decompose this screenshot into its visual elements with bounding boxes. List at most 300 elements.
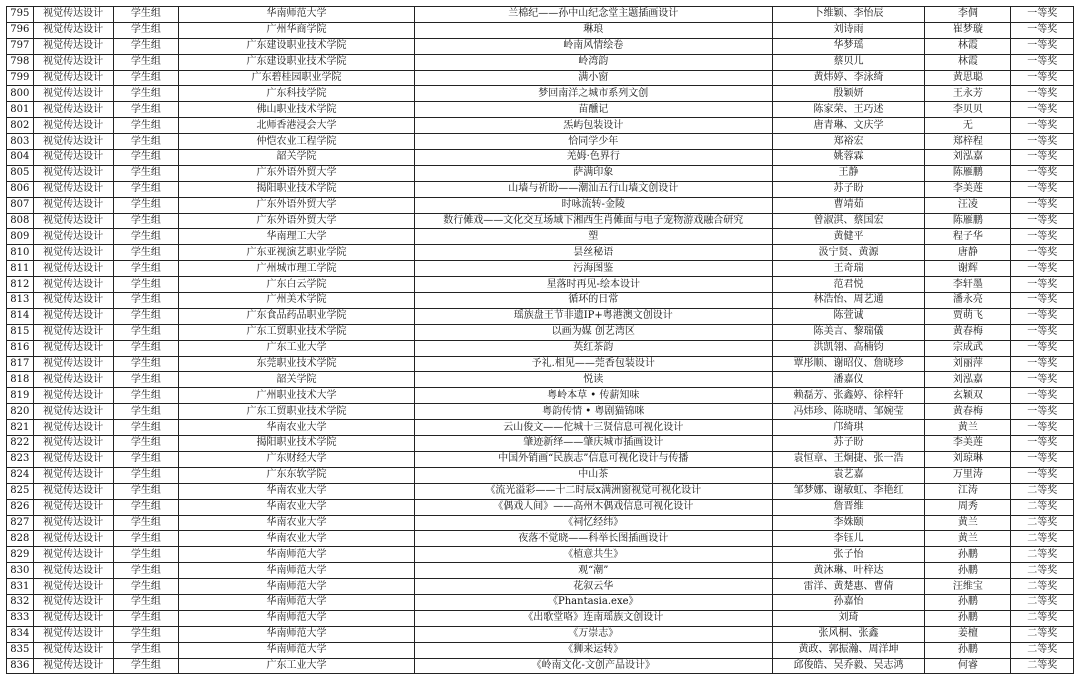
group-cell: 学生组	[113, 150, 179, 166]
school-cell: 华南师范大学	[179, 579, 415, 595]
group-cell: 学生组	[113, 213, 179, 229]
work-title-cell: 羌姆·色界行	[414, 150, 772, 166]
category-cell: 视觉传达设计	[33, 483, 113, 499]
work-title-cell: 花叙云华	[414, 579, 772, 595]
group-cell: 学生组	[113, 261, 179, 277]
group-cell: 学生组	[113, 229, 179, 245]
category-cell: 视觉传达设计	[33, 229, 113, 245]
table-row	[7, 308, 1074, 324]
work-title-cell: 数行傩戏——文化交互场域下湘西生肖傩面与电子宠物游戏融合研究	[414, 213, 772, 229]
authors-cell: 孙嘉怡	[772, 594, 925, 610]
authors-cell: 雷洋、黄楚惠、曹倩	[772, 579, 925, 595]
group-cell: 学生组	[113, 547, 179, 563]
award-level-cell: 一等奖	[1011, 404, 1074, 420]
authors-cell: 陈家荣、王巧述	[772, 102, 925, 118]
award-level-cell: 一等奖	[1011, 213, 1074, 229]
category-cell: 视觉传达设计	[33, 261, 113, 277]
table-row	[7, 626, 1074, 642]
table-row	[7, 531, 1074, 547]
category-cell: 视觉传达设计	[33, 531, 113, 547]
authors-cell: 蔡贝儿	[772, 54, 925, 70]
row-number: 811	[7, 261, 34, 277]
award-level-cell: 二等奖	[1011, 531, 1074, 547]
row-number: 823	[7, 451, 34, 467]
school-cell: 广州城市理工学院	[179, 261, 415, 277]
award-level-cell: 二等奖	[1011, 594, 1074, 610]
group-cell: 学生组	[113, 277, 179, 293]
school-cell: 华南农业大学	[179, 499, 415, 515]
authors-cell: 邝绮琪	[772, 420, 925, 436]
work-title-cell: 中国外销画“民族志”信息可视化设计与传播	[414, 451, 772, 467]
category-cell: 视觉传达设计	[33, 372, 113, 388]
table-row	[7, 499, 1074, 515]
table-row	[7, 229, 1074, 245]
school-cell: 广东外语外贸大学	[179, 165, 415, 181]
instructor-cell: 李倜	[925, 7, 1011, 23]
authors-cell: 曹靖茹	[772, 197, 925, 213]
category-cell: 视觉传达设计	[33, 356, 113, 372]
row-number: 819	[7, 388, 34, 404]
table-row	[7, 420, 1074, 436]
work-title-cell: 予礼.相见——莞香包装设计	[414, 356, 772, 372]
authors-cell: 唐青琳、文庆学	[772, 118, 925, 134]
award-list-table	[6, 6, 1074, 674]
group-cell: 学生组	[113, 499, 179, 515]
school-cell: 广东建设职业技术学院	[179, 54, 415, 70]
work-title-cell: 《岭南文化-文创产品设计》	[414, 658, 772, 674]
authors-cell: 邱俊皓、吴乔毅、吴志鸿	[772, 658, 925, 674]
award-level-cell: 二等奖	[1011, 658, 1074, 674]
instructor-cell: 潘永亮	[925, 293, 1011, 309]
authors-cell: 冯炜珍、陈晓晴、邹婉莹	[772, 404, 925, 420]
row-number: 816	[7, 340, 34, 356]
group-cell: 学生组	[113, 483, 179, 499]
work-title-cell: 星落时再见-绘本设计	[414, 277, 772, 293]
school-cell: 广东科技学院	[179, 86, 415, 102]
school-cell: 北师香港浸会大学	[179, 118, 415, 134]
row-number: 825	[7, 483, 34, 499]
award-level-cell: 一等奖	[1011, 467, 1074, 483]
school-cell: 韶关学院	[179, 150, 415, 166]
category-cell: 视觉传达设计	[33, 38, 113, 54]
group-cell: 学生组	[113, 563, 179, 579]
instructor-cell: 程子华	[925, 229, 1011, 245]
row-number: 836	[7, 658, 34, 674]
table-row	[7, 436, 1074, 452]
instructor-cell: 万里涛	[925, 467, 1011, 483]
row-number: 802	[7, 118, 34, 134]
group-cell: 学生组	[113, 293, 179, 309]
instructor-cell: 江涛	[925, 483, 1011, 499]
work-title-cell: 《流光溢彩——十二时辰x满洲窗视觉可视化设计	[414, 483, 772, 499]
category-cell: 视觉传达设计	[33, 499, 113, 515]
table-row	[7, 181, 1074, 197]
instructor-cell: 李美莲	[925, 436, 1011, 452]
work-title-cell: 岭湾韵	[414, 54, 772, 70]
work-title-cell: 琳琅	[414, 22, 772, 38]
award-level-cell: 一等奖	[1011, 372, 1074, 388]
award-level-cell: 二等奖	[1011, 642, 1074, 658]
table-row	[7, 102, 1074, 118]
work-title-cell: 云山俊文——佗城十三贤信息可视化设计	[414, 420, 772, 436]
row-number: 812	[7, 277, 34, 293]
table-row	[7, 372, 1074, 388]
work-title-cell: 苗醺记	[414, 102, 772, 118]
group-cell: 学生组	[113, 54, 179, 70]
instructor-cell: 唐静	[925, 245, 1011, 261]
school-cell: 广东工业大学	[179, 658, 415, 674]
category-cell: 视觉传达设计	[33, 563, 113, 579]
table-row	[7, 150, 1074, 166]
table-row	[7, 7, 1074, 23]
row-number: 798	[7, 54, 34, 70]
row-number: 818	[7, 372, 34, 388]
work-title-cell: 粤岭本草 • 传薪知味	[414, 388, 772, 404]
school-cell: 韶关学院	[179, 372, 415, 388]
table-row	[7, 134, 1074, 150]
instructor-cell: 李轩墨	[925, 277, 1011, 293]
authors-cell: 陈萱诚	[772, 308, 925, 324]
work-title-cell: 炁屿包装设计	[414, 118, 772, 134]
award-level-cell: 一等奖	[1011, 420, 1074, 436]
row-number: 810	[7, 245, 34, 261]
award-level-cell: 一等奖	[1011, 7, 1074, 23]
authors-cell: 陈美言、黎瑞儀	[772, 324, 925, 340]
school-cell: 广东工贸职业技术学院	[179, 324, 415, 340]
table-row	[7, 451, 1074, 467]
authors-cell: 王奇瑞	[772, 261, 925, 277]
authors-cell: 覃彤顺、谢昭仪、詹晓珍	[772, 356, 925, 372]
table-row	[7, 579, 1074, 595]
table-row	[7, 563, 1074, 579]
group-cell: 学生组	[113, 22, 179, 38]
group-cell: 学生组	[113, 245, 179, 261]
instructor-cell: 无	[925, 118, 1011, 134]
row-number: 814	[7, 308, 34, 324]
group-cell: 学生组	[113, 420, 179, 436]
instructor-cell: 陈雁鹏	[925, 213, 1011, 229]
award-level-cell: 一等奖	[1011, 324, 1074, 340]
award-level-cell: 一等奖	[1011, 451, 1074, 467]
school-cell: 华南师范大学	[179, 626, 415, 642]
school-cell: 华南师范大学	[179, 7, 415, 23]
instructor-cell: 孙鹏	[925, 642, 1011, 658]
school-cell: 华南农业大学	[179, 483, 415, 499]
award-level-cell: 二等奖	[1011, 626, 1074, 642]
authors-cell: 苏子盼	[772, 181, 925, 197]
instructor-cell: 李贝贝	[925, 102, 1011, 118]
row-number: 821	[7, 420, 34, 436]
school-cell: 华南理工大学	[179, 229, 415, 245]
table-row	[7, 213, 1074, 229]
group-cell: 学生组	[113, 86, 179, 102]
work-title-cell: 《万崇志》	[414, 626, 772, 642]
category-cell: 视觉传达设计	[33, 658, 113, 674]
work-title-cell: 山墙与祈盼——潮汕五行山墙文创设计	[414, 181, 772, 197]
school-cell: 广东财经大学	[179, 451, 415, 467]
authors-cell: 华梦瑶	[772, 38, 925, 54]
school-cell: 广东建设职业技术学院	[179, 38, 415, 54]
category-cell: 视觉传达设计	[33, 610, 113, 626]
school-cell: 华南师范大学	[179, 563, 415, 579]
school-cell: 揭阳职业技术学院	[179, 181, 415, 197]
category-cell: 视觉传达设计	[33, 451, 113, 467]
row-number: 807	[7, 197, 34, 213]
instructor-cell: 黄兰	[925, 420, 1011, 436]
group-cell: 学生组	[113, 404, 179, 420]
category-cell: 视觉传达设计	[33, 308, 113, 324]
authors-cell: 李姝颐	[772, 515, 925, 531]
category-cell: 视觉传达设计	[33, 467, 113, 483]
group-cell: 学生组	[113, 165, 179, 181]
school-cell: 揭阳职业技术学院	[179, 436, 415, 452]
school-cell: 华南农业大学	[179, 420, 415, 436]
authors-cell: 刘诗雨	[772, 22, 925, 38]
award-level-cell: 一等奖	[1011, 229, 1074, 245]
group-cell: 学生组	[113, 197, 179, 213]
instructor-cell: 黄兰	[925, 515, 1011, 531]
instructor-cell: 林霞	[925, 54, 1011, 70]
authors-cell: 刘琦	[772, 610, 925, 626]
instructor-cell: 孙鹏	[925, 563, 1011, 579]
school-cell: 华南师范大学	[179, 547, 415, 563]
row-number: 809	[7, 229, 34, 245]
table-row	[7, 404, 1074, 420]
row-number: 808	[7, 213, 34, 229]
award-level-cell: 一等奖	[1011, 293, 1074, 309]
instructor-cell: 姜檀	[925, 626, 1011, 642]
group-cell: 学生组	[113, 642, 179, 658]
category-cell: 视觉传达设计	[33, 213, 113, 229]
work-title-cell: 污海图鉴	[414, 261, 772, 277]
award-level-cell: 一等奖	[1011, 261, 1074, 277]
instructor-cell: 周秀	[925, 499, 1011, 515]
award-level-cell: 二等奖	[1011, 547, 1074, 563]
row-number: 822	[7, 436, 34, 452]
authors-cell: 黄政、郭振瀚、周洋坤	[772, 642, 925, 658]
school-cell: 广东外语外贸大学	[179, 197, 415, 213]
table-row	[7, 245, 1074, 261]
instructor-cell: 汪维宝	[925, 579, 1011, 595]
authors-cell: 潘嘉仪	[772, 372, 925, 388]
work-title-cell: 恰同学少年	[414, 134, 772, 150]
instructor-cell: 刘泓嘉	[925, 150, 1011, 166]
group-cell: 学生组	[113, 340, 179, 356]
group-cell: 学生组	[113, 324, 179, 340]
award-level-cell: 一等奖	[1011, 245, 1074, 261]
row-number: 828	[7, 531, 34, 547]
award-level-cell: 一等奖	[1011, 102, 1074, 118]
award-level-cell: 一等奖	[1011, 54, 1074, 70]
work-title-cell: 《Phantasia.exe》	[414, 594, 772, 610]
award-level-cell: 一等奖	[1011, 38, 1074, 54]
row-number: 797	[7, 38, 34, 54]
category-cell: 视觉传达设计	[33, 579, 113, 595]
group-cell: 学生组	[113, 7, 179, 23]
table-row	[7, 22, 1074, 38]
instructor-cell: 孙鹏	[925, 547, 1011, 563]
table-row	[7, 467, 1074, 483]
instructor-cell: 玄颖双	[925, 388, 1011, 404]
category-cell: 视觉传达设计	[33, 594, 113, 610]
instructor-cell: 宗成武	[925, 340, 1011, 356]
authors-cell: 詹晋维	[772, 499, 925, 515]
category-cell: 视觉传达设计	[33, 547, 113, 563]
group-cell: 学生组	[113, 658, 179, 674]
category-cell: 视觉传达设计	[33, 515, 113, 531]
instructor-cell: 崔梦璇	[925, 22, 1011, 38]
authors-cell: 卜维颖、李怡辰	[772, 7, 925, 23]
row-number: 826	[7, 499, 34, 515]
instructor-cell: 黄春梅	[925, 324, 1011, 340]
table-row	[7, 293, 1074, 309]
group-cell: 学生组	[113, 372, 179, 388]
authors-cell: 洪凯翎、高楠钧	[772, 340, 925, 356]
group-cell: 学生组	[113, 102, 179, 118]
award-table-body	[7, 7, 1074, 674]
work-title-cell: 瑶族盘王节非遗IP+粤港澳文创设计	[414, 308, 772, 324]
row-number: 833	[7, 610, 34, 626]
award-level-cell: 二等奖	[1011, 483, 1074, 499]
row-number: 796	[7, 22, 34, 38]
instructor-cell: 谢辉	[925, 261, 1011, 277]
category-cell: 视觉传达设计	[33, 404, 113, 420]
school-cell: 广州职业技术大学	[179, 388, 415, 404]
category-cell: 视觉传达设计	[33, 118, 113, 134]
category-cell: 视觉传达设计	[33, 7, 113, 23]
instructor-cell: 刘丽萍	[925, 356, 1011, 372]
authors-cell: 殷颖妍	[772, 86, 925, 102]
school-cell: 广东食品药品职业学院	[179, 308, 415, 324]
table-row	[7, 356, 1074, 372]
school-cell: 佛山职业技术学院	[179, 102, 415, 118]
table-row	[7, 70, 1074, 86]
authors-cell: 张风桐、张鑫	[772, 626, 925, 642]
row-number: 832	[7, 594, 34, 610]
row-number: 824	[7, 467, 34, 483]
work-title-cell: 梦回南洋之城市系列文创	[414, 86, 772, 102]
school-cell: 广东工业大学	[179, 340, 415, 356]
row-number: 827	[7, 515, 34, 531]
work-title-cell: 昙丝秘语	[414, 245, 772, 261]
school-cell: 仲恺农业工程学院	[179, 134, 415, 150]
instructor-cell: 汪凌	[925, 197, 1011, 213]
category-cell: 视觉传达设计	[33, 245, 113, 261]
group-cell: 学生组	[113, 70, 179, 86]
school-cell: 广州华商学院	[179, 22, 415, 38]
school-cell: 广东白云学院	[179, 277, 415, 293]
group-cell: 学生组	[113, 579, 179, 595]
award-level-cell: 一等奖	[1011, 340, 1074, 356]
authors-cell: 张子怡	[772, 547, 925, 563]
table-row	[7, 658, 1074, 674]
instructor-cell: 孙鹏	[925, 610, 1011, 626]
school-cell: 华南农业大学	[179, 515, 415, 531]
group-cell: 学生组	[113, 436, 179, 452]
row-number: 834	[7, 626, 34, 642]
group-cell: 学生组	[113, 610, 179, 626]
category-cell: 视觉传达设计	[33, 277, 113, 293]
authors-cell: 汲宁贤、黄源	[772, 245, 925, 261]
instructor-cell: 王永芳	[925, 86, 1011, 102]
instructor-cell: 李美莲	[925, 181, 1011, 197]
table-row	[7, 388, 1074, 404]
school-cell: 广东碧桂园职业学院	[179, 70, 415, 86]
row-number: 805	[7, 165, 34, 181]
award-level-cell: 二等奖	[1011, 515, 1074, 531]
award-level-cell: 一等奖	[1011, 308, 1074, 324]
category-cell: 视觉传达设计	[33, 150, 113, 166]
group-cell: 学生组	[113, 308, 179, 324]
table-row	[7, 515, 1074, 531]
category-cell: 视觉传达设计	[33, 181, 113, 197]
school-cell: 广东亚视演艺职业学院	[179, 245, 415, 261]
award-level-cell: 一等奖	[1011, 22, 1074, 38]
row-number: 799	[7, 70, 34, 86]
category-cell: 视觉传达设计	[33, 102, 113, 118]
work-title-cell: 夜落不觉晓——科举长图插画设计	[414, 531, 772, 547]
award-level-cell: 二等奖	[1011, 610, 1074, 626]
table-row	[7, 340, 1074, 356]
award-level-cell: 一等奖	[1011, 197, 1074, 213]
group-cell: 学生组	[113, 181, 179, 197]
table-row	[7, 165, 1074, 181]
authors-cell: 苏子盼	[772, 436, 925, 452]
work-title-cell: 《出歌堂咯》连南瑶族文创设计	[414, 610, 772, 626]
table-row	[7, 642, 1074, 658]
instructor-cell: 贾萌飞	[925, 308, 1011, 324]
school-cell: 广东工贸职业技术学院	[179, 404, 415, 420]
work-title-cell: 萨满印象	[414, 165, 772, 181]
instructor-cell: 刘琼琳	[925, 451, 1011, 467]
work-title-cell: 兰棉纪——孙中山纪念堂主题插画设计	[414, 7, 772, 23]
authors-cell: 曾淑淇、蔡国宏	[772, 213, 925, 229]
work-title-cell: 中山茶	[414, 467, 772, 483]
work-title-cell: 满小窗	[414, 70, 772, 86]
instructor-cell: 林霞	[925, 38, 1011, 54]
group-cell: 学生组	[113, 515, 179, 531]
row-number: 820	[7, 404, 34, 420]
work-title-cell: 《祠忆经纬》	[414, 515, 772, 531]
work-title-cell: 塑	[414, 229, 772, 245]
authors-cell: 黄沐琳、叶梓达	[772, 563, 925, 579]
work-title-cell: 悦读	[414, 372, 772, 388]
school-cell: 广东东软学院	[179, 467, 415, 483]
authors-cell: 袁恒章、王炯捷、张一浩	[772, 451, 925, 467]
instructor-cell: 何睿	[925, 658, 1011, 674]
category-cell: 视觉传达设计	[33, 86, 113, 102]
authors-cell: 黄健平	[772, 229, 925, 245]
authors-cell: 黄炜婷、李泳绮	[772, 70, 925, 86]
group-cell: 学生组	[113, 531, 179, 547]
row-number: 800	[7, 86, 34, 102]
work-title-cell: 时咏流转-金陵	[414, 197, 772, 213]
row-number: 835	[7, 642, 34, 658]
category-cell: 视觉传达设计	[33, 293, 113, 309]
category-cell: 视觉传达设计	[33, 642, 113, 658]
award-level-cell: 一等奖	[1011, 181, 1074, 197]
work-title-cell: 以画为媒 创艺湾区	[414, 324, 772, 340]
award-level-cell: 二等奖	[1011, 579, 1074, 595]
row-number: 795	[7, 7, 34, 23]
table-row	[7, 261, 1074, 277]
row-number: 806	[7, 181, 34, 197]
table-row	[7, 118, 1074, 134]
table-row	[7, 483, 1074, 499]
category-cell: 视觉传达设计	[33, 340, 113, 356]
authors-cell: 姚蓉霖	[772, 150, 925, 166]
authors-cell: 林浩怡、周艺通	[772, 293, 925, 309]
